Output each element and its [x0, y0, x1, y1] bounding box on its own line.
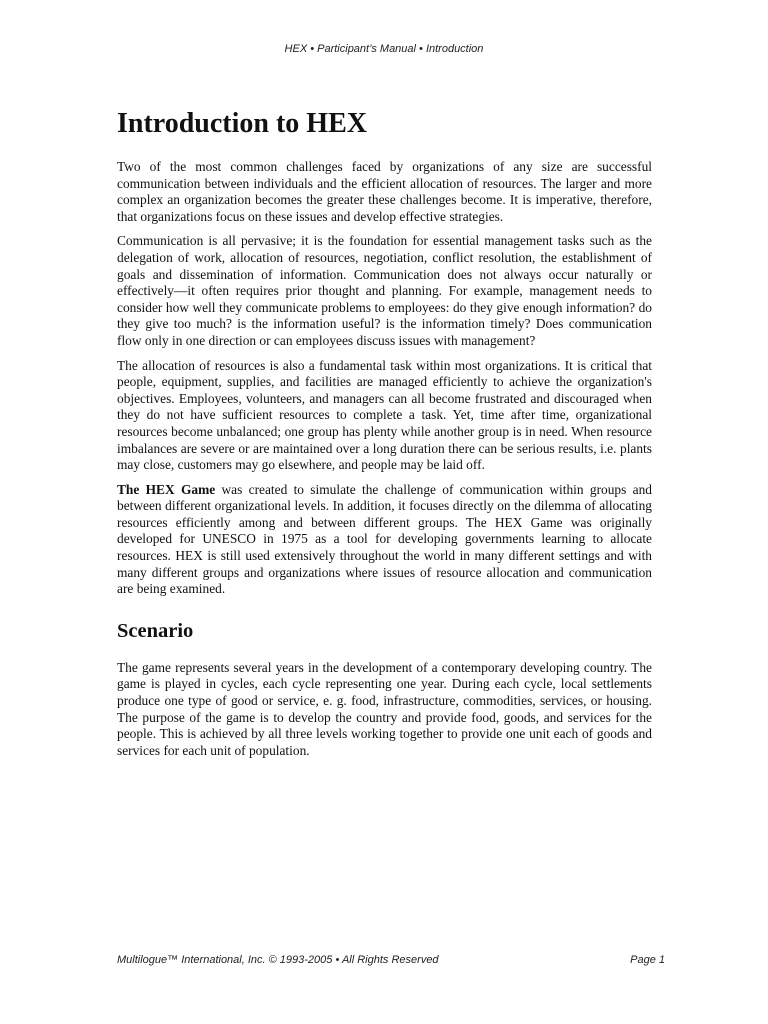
paragraph-challenges: Two of the most common challenges faced by organizations of any size are successful communication between individuals and the efficient allocation of resources. The larger and more complex an organization becomes the greater these challenges become. It is imperative, therefore, that organizations focus on these issues and develop effective strategies.: [117, 159, 652, 224]
section-heading-scenario: Scenario: [117, 619, 194, 642]
paragraph-communication: Communication is all pervasive; it is the foundation for essential management tasks such as the delegation of work, allocation of resources, negotiation, conflict resolution, the establishment of goals and dissemination of information. Communication does not always occur naturally or effectively—it often requires prior thought and planning. For example, management needs to consider how well they communicate problems to employees: do they give enough information? do they give too much? is the information useful? is the information timely? Does communication flow only in one direction or can employees discuss issues with management?: [117, 233, 652, 348]
paragraph-allocation: The allocation of resources is also a fundamental task within most organizations. It is critical that people, equipment, supplies, and facilities are managed efficiently to achieve the organization's objectives. Employees, volunteers, and managers can all become frustrated and discouraged when they do not have sufficient resources to complete a task. Yet, time after time, organizational resources become unbalanced; one group has plenty while another group is in need. When resource imbalances are severe or are maintained over a long duration there can be serious results, i.e. plants may close, customers may go elsewhere, and people may be laid off.: [117, 357, 652, 473]
paragraph-hex-game: [117, 482, 652, 598]
hex-game-text: was created to simulate the challenge of communication within groups and between different organizational levels. In addition, it focuses directly on the dilemma of allocating resources efficiently among and between different groups. The HEX Game was originally developed for UNESCO in 1975 as a tool for developing governments learning to allocate resources. HEX is still used extensively throughout the world in many different settings and with many different groups and organizations where issues of resource allocation and communication are being examined.: [117, 481, 652, 597]
footer-copyright: Multilogue™ International, Inc. © 1993-2005 • All Rights Reserved: [117, 954, 439, 966]
paragraph-scenario: The game represents several years in the development of a contemporary developing country. The game is played in cycles, each cycle representing one year. During each cycle, local settlements produce one type of good or service, e. g. food, infrastructure, commodities, services, or housing. The purpose of the game is to develop the country and provide food, goods, and services for the people. This is achieved by all three levels working together to provide one unit each of goods and services for each unit of population.: [117, 659, 652, 758]
footer-page-number: Page 1: [630, 954, 665, 966]
document-body: [117, 106, 652, 767]
page-title: Introduction to HEX: [117, 108, 367, 139]
hex-game-lead: The HEX Game: [117, 481, 216, 497]
running-header: HEX • Participant’s Manual • Introduction: [284, 43, 484, 55]
